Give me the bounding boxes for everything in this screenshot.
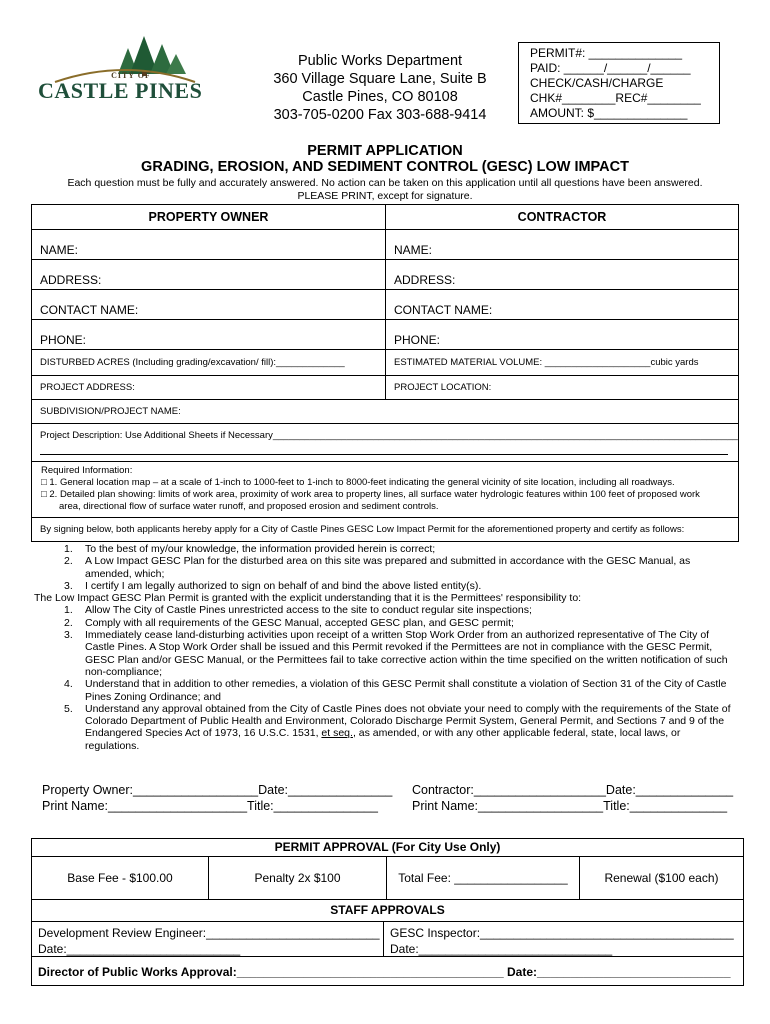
certification-text xyxy=(34,543,734,752)
renewal-fee: Renewal ($100 each) xyxy=(604,871,719,885)
amount-field[interactable]: AMOUNT: $______________ xyxy=(530,106,688,120)
fee-row xyxy=(32,856,743,900)
list-item: 3. I certify I am legally authorized to sign on behalf of and bind the above listed entity(s). xyxy=(64,579,482,592)
required-info xyxy=(32,461,738,517)
description-row xyxy=(32,423,738,461)
instructions-line: PLEASE PRINT, except for signature. xyxy=(297,190,473,202)
inspector-field[interactable]: GESC Inspector:______________________________________ xyxy=(390,926,734,940)
permit-info-box xyxy=(518,42,720,124)
permit-approval-table xyxy=(31,838,744,986)
list-item: 5. Understand any approval obtained from the City of Castle Pines does not obviate your need to comply with the requirements of the State of Colorado Department of Public Health and Environment, Colorado Discharge Permit System, General Permit, and Sections 7 and 9 of the Endangered Species Act of 1973, 16 U.S.C. 1531, et seq., as amended, or with any other applicable federal, state, local laws, or regulations. xyxy=(64,702,731,752)
contractor-phone-field[interactable]: PHONE: xyxy=(394,333,441,347)
cert-list-b xyxy=(38,604,734,752)
staff-approvals-row xyxy=(32,921,743,957)
penalty-fee: Penalty 2x $100 xyxy=(209,857,387,899)
project-address-field[interactable]: PROJECT ADDRESS: xyxy=(32,376,386,399)
dept-line: 360 Village Square Lane, Suite B xyxy=(273,71,487,87)
engineer-field[interactable]: Development Review Engineer:__________________________ xyxy=(38,926,380,940)
paid-field[interactable]: PAID: ______/______/______ xyxy=(530,61,691,75)
certification-lead: By signing below, both applicants hereby apply for a City of Castle Pines GESC Low Impact Permit for the aforementioned property and certify as follows: xyxy=(40,523,685,535)
instructions xyxy=(30,177,740,203)
list-item: 4. Understand that in addition to other remedies, a violation of this GESC Permit shall constitute a violation of Section 31 of the City of Castle Pines Zoning Ordinance; and xyxy=(64,678,727,703)
required-item-1[interactable]: □ 1. General location map – at a scale of 1-inch to 1000-feet to 1-inch to 8000-feet indicating the general vicinity of site location, including all roadways. xyxy=(41,477,675,488)
project-location-field[interactable]: PROJECT LOCATION: xyxy=(394,382,492,393)
list-item: 1. Allow The City of Castle Pines unrestricted access to the site to conduct regular site inspections; xyxy=(64,604,532,617)
required-title: Required Information: xyxy=(41,465,133,476)
property-owner-header: PROPERTY OWNER xyxy=(32,205,386,229)
contractor-header: CONTRACTOR xyxy=(517,210,607,224)
engineer-approval xyxy=(32,922,384,956)
subdivision-field[interactable]: SUBDIVISION/PROJECT NAME: xyxy=(40,406,181,417)
director-approval-field[interactable]: Director of Public Works Approval:________________________________________ Date:_____________________________ xyxy=(38,965,731,979)
owner-signature-line[interactable]: Property Owner:__________________Date:_______________ xyxy=(42,783,393,797)
dept-line: 303-705-0200 Fax 303-688-9414 xyxy=(273,107,487,123)
subdivision-row xyxy=(32,399,738,423)
form-header-row xyxy=(32,205,738,229)
owner-phone-field[interactable]: PHONE: xyxy=(32,320,386,349)
owner-name-field[interactable]: NAME: xyxy=(32,230,386,259)
inspector-date-field[interactable]: Date:_____________________________ xyxy=(390,942,613,956)
dept-line: Castle Pines, CO 80108 xyxy=(302,89,458,105)
list-item: 2. Comply with all requirements of the GESC Manual, accepted GESC plan, and GESC permit; xyxy=(64,616,514,629)
project-description-field[interactable]: Project Description: Use Additional Sheets if Necessary________________________________________________________________________________________ xyxy=(40,430,738,441)
phone-row xyxy=(32,319,738,349)
city-logo xyxy=(36,34,220,102)
logo-name: CASTLE PINES xyxy=(38,78,203,103)
logo-city-of: CITY OF xyxy=(111,71,151,80)
owner-signature[interactable] xyxy=(42,782,392,814)
engineer-date-field[interactable]: Date:__________________________ xyxy=(38,942,241,956)
owner-print-line[interactable]: Print Name:____________________Title:_______________ xyxy=(42,799,378,813)
required-item-2[interactable]: □ 2. Detailed plan showing: limits of work area, proximity of work area to property lines, all surface water hydrologic features within 100 feet of proposed work xyxy=(41,489,700,500)
contractor-name-field[interactable]: NAME: xyxy=(394,243,433,257)
contractor-print-line[interactable]: Print Name:__________________Title:______________ xyxy=(412,799,728,813)
list-item: 2. A Low Impact GESC Plan for the disturbed area on this site was prepared and submitted in accordance with the GESC Manual, as amended, which; xyxy=(64,555,691,580)
owner-address-field[interactable]: ADDRESS: xyxy=(32,260,386,289)
department-address xyxy=(254,52,506,124)
application-form xyxy=(31,204,739,542)
page-subtitle: GRADING, EROSION, AND SEDIMENT CONTROL (GESC) LOW IMPACT xyxy=(141,159,629,175)
contractor-contact-field[interactable]: CONTACT NAME: xyxy=(394,303,493,317)
owner-contact-field[interactable]: CONTACT NAME: xyxy=(32,290,386,319)
estimated-volume-field[interactable]: ESTIMATED MATERIAL VOLUME: ____________________cubic yards xyxy=(394,357,699,368)
address-row xyxy=(32,259,738,289)
payment-method[interactable]: CHECK/CASH/CHARGE xyxy=(530,76,664,90)
contractor-signature[interactable] xyxy=(412,782,733,814)
cert-middle: The Low Impact GESC Plan Permit is granted with the explicit understanding that it is the Permittees' responsibility to: xyxy=(34,592,582,605)
list-item: 3. Immediately cease land-disturbing activities upon receipt of a written Stop Work Order from an authorized representative of The City of Castle Pines. A Stop Work Order shall be issued and this Permit revoked if the Permittees are not in compliance with the GESC Permit, GESC Plan and/or GESC Manual, or the Permittees fail to take corrective action within the time specified on the written notification of such non-compliance; xyxy=(64,629,728,678)
base-fee: Base Fee - $100.00 xyxy=(32,857,209,899)
permit-number-field[interactable]: PERMIT#: ______________ xyxy=(530,46,683,60)
inspector-approval xyxy=(384,922,743,956)
et-seq: et seq. xyxy=(321,727,353,740)
name-row xyxy=(32,229,738,259)
list-item: 1. To the best of my/our knowledge, the information provided herein is correct; xyxy=(64,543,436,555)
contractor-address-field[interactable]: ADDRESS: xyxy=(394,273,456,287)
disturbed-acres-field[interactable]: DISTURBED ACRES (Including grading/excavation/ fill):_____________ xyxy=(32,350,386,375)
contact-row xyxy=(32,289,738,319)
contractor-signature-line[interactable]: Contractor:___________________Date:______________ xyxy=(412,783,734,797)
dept-line: Public Works Department xyxy=(297,53,463,69)
description-line[interactable] xyxy=(40,454,728,455)
page-title: PERMIT APPLICATION xyxy=(307,143,463,159)
staff-approvals-header: STAFF APPROVALS xyxy=(330,903,445,917)
required-item-2-cont: area, directional flow of surface water runoff, and proposed erosion and sediment controls. xyxy=(59,501,439,512)
project-row xyxy=(32,375,738,399)
approval-header: PERMIT APPROVAL (For City Use Only) xyxy=(274,840,501,854)
cert-lead-row xyxy=(32,517,738,541)
total-fee-field[interactable]: Total Fee: _________________ xyxy=(387,857,580,899)
check-rec-field[interactable]: CHK#________REC#________ xyxy=(530,91,701,105)
instructions-line: Each question must be fully and accurately answered. No action can be taken on this application until all questions have been answered. xyxy=(67,177,703,189)
cert-list-a xyxy=(38,543,734,592)
acres-row xyxy=(32,349,738,375)
